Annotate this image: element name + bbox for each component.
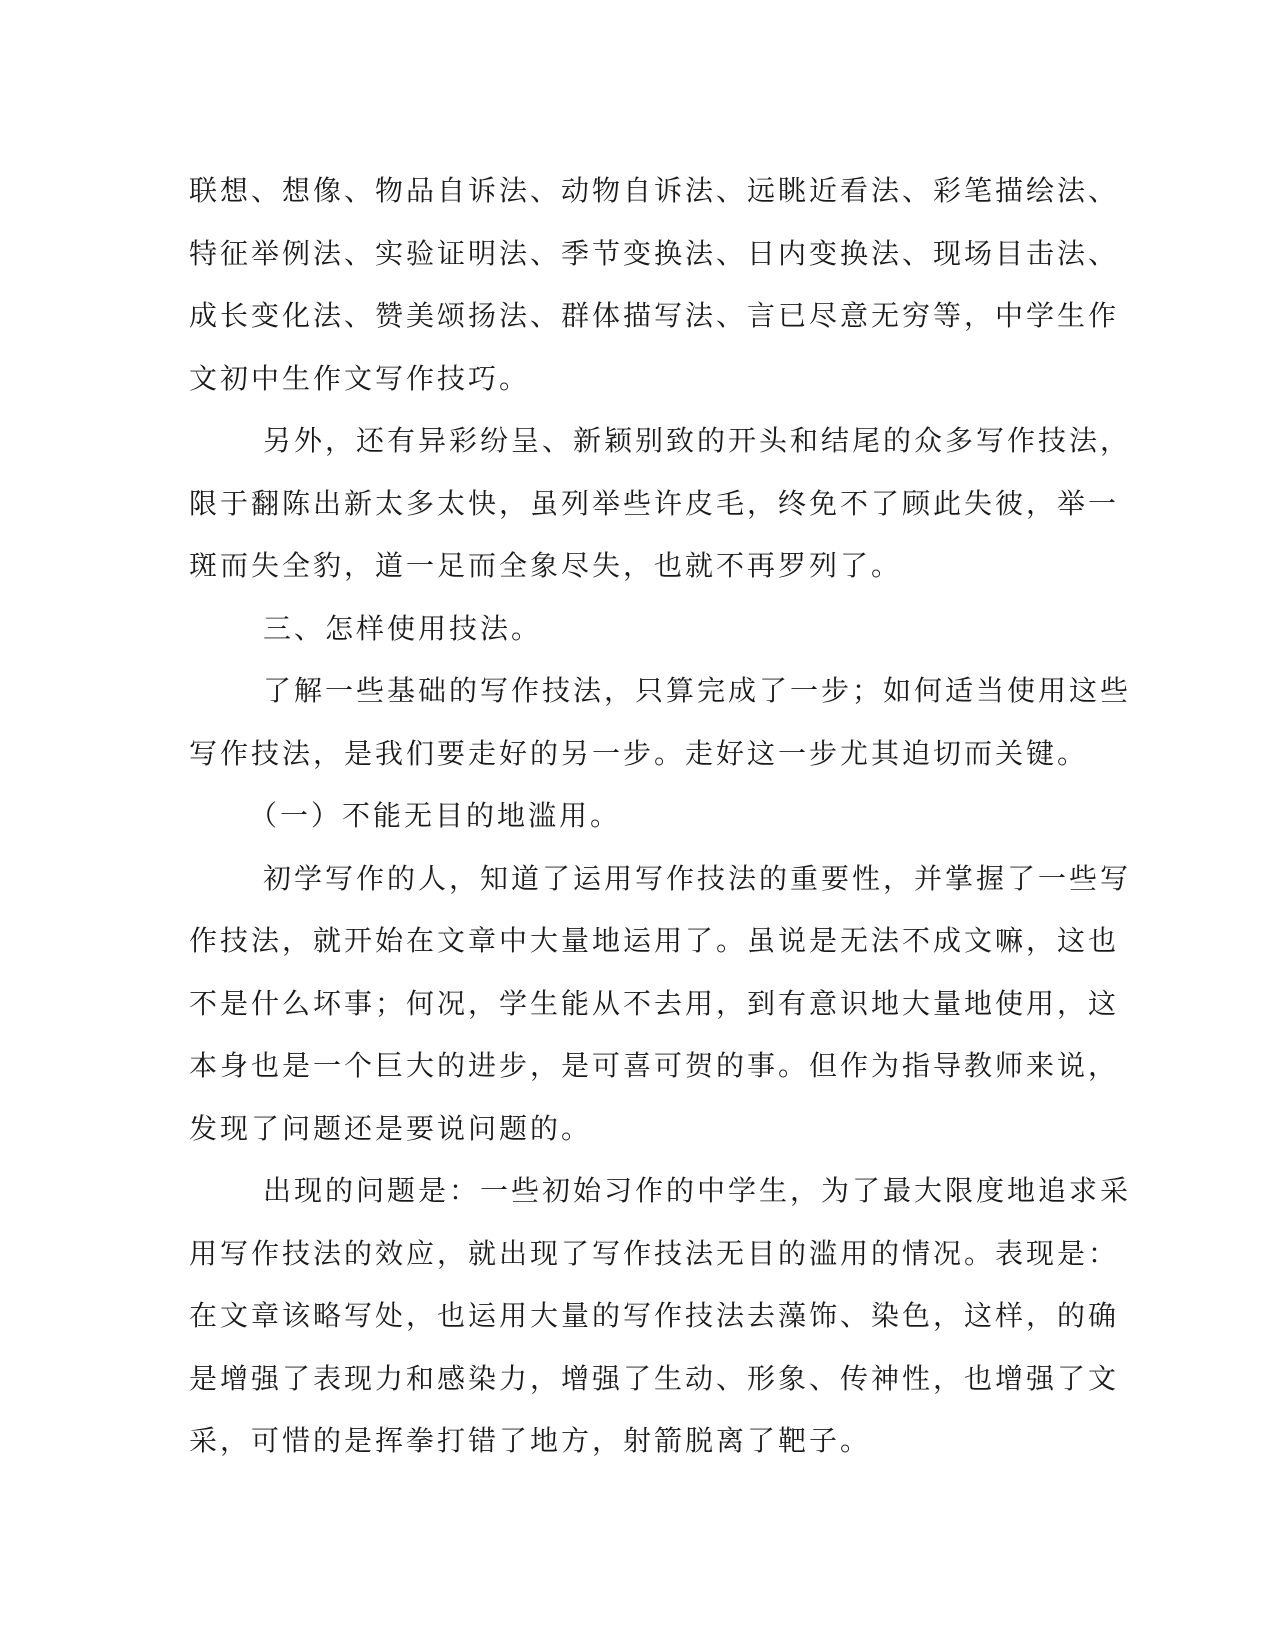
text-line: 写作技法，是我们要走好的另一步。走好这一步尤其迫切而关键。 [189,736,1089,770]
text-line: 斑而失全豹，道一足而全象尽失，也就不再罗列了。 [189,549,903,582]
text-line: 用写作技法的效应，就出现了写作技法无目的滥用的情况。表现是： [189,1236,1120,1270]
section-heading: 三、怎样使用技法。 [263,611,543,645]
text-line: 不是什么坏事；何况，学生能从不去用，到有意识地大量地使用，这 [189,986,1120,1020]
text-line: 采，可惜的是挥拳打错了地方，射箭脱离了靶子。 [189,1424,872,1457]
paragraph-start-line: 另外，还有异彩纷呈、新颖别致的开头和结尾的众多写作技法， [263,424,1132,457]
text-line: 限于翻陈出新太多太快，虽列举些许皮毛，终免不了顾此失彼，举一 [189,486,1120,520]
body-text [189,160,1132,1473]
paragraph-start-line: 了解一些基础的写作技法，只算完成了一步；如何适当使用这些 [263,674,1132,707]
subsection-heading: （一）不能无目的地滥用。 [249,799,622,832]
text-line: 文初中生作文写作技巧。 [189,361,531,395]
text-line: 特征举例法、实验证明法、季节变换法、日内变换法、现场目击法、 [189,236,1120,270]
text-line: 本身也是一个巨大的进步，是可喜可贺的事。但作为指导教师来说， [189,1049,1120,1082]
text-line: 是增强了表现力和感染力，增强了生动、形象、传神性，也增强了文 [189,1361,1120,1395]
text-line: 发现了问题还是要说问题的。 [189,1111,593,1145]
paragraph-start-line: 出现的问题是：一些初始习作的中学生，为了最大限度地追求采 [263,1174,1132,1207]
text-line: 在文章该略写处，也运用大量的写作技法去藻饰、染色，这样，的确 [189,1299,1120,1332]
text-line: 作技法，就开始在文章中大量地运用了。虽说是无法不成文嘛，这也 [189,924,1120,957]
paragraph-start-line: 初学写作的人，知道了运用写作技法的重要性，并掌握了一些写 [263,861,1132,895]
text-line: 成长变化法、赞美颂扬法、群体描写法、言已尽意无穷等，中学生作 [189,299,1120,332]
text-line: 联想、想像、物品自诉法、动物自诉法、远眺近看法、彩笔描绘法、 [189,174,1120,207]
